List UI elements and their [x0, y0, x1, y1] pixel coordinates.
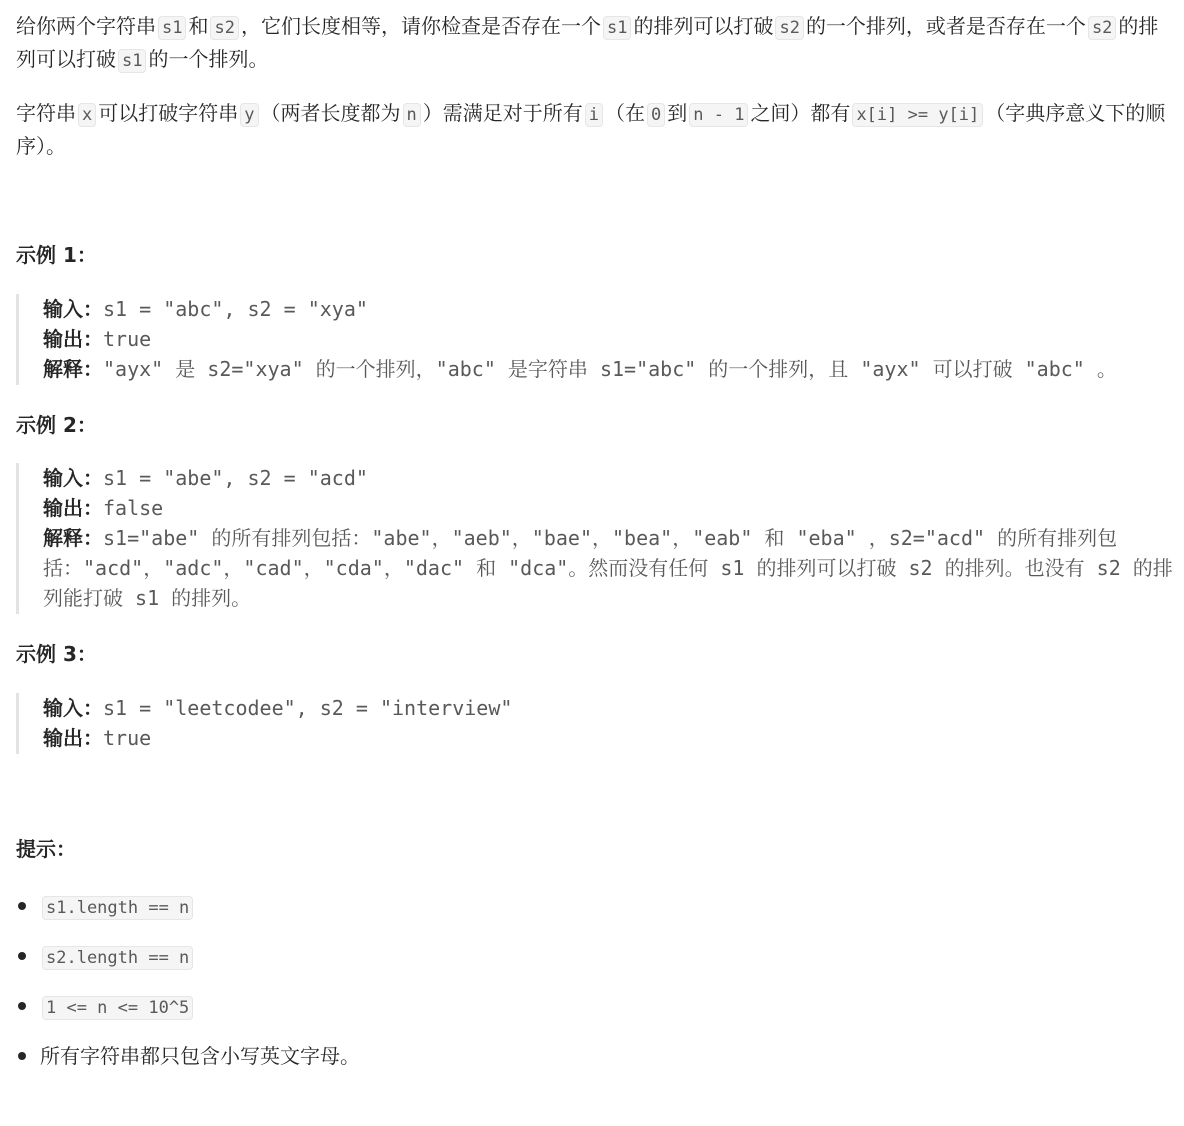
bullet-icon	[18, 902, 26, 910]
bullet-icon	[18, 1002, 26, 1010]
explain-label: 解释：	[43, 526, 103, 550]
output-label: 输出：	[43, 496, 103, 520]
explain-value: s1="abe" 的所有排列包括："abe"，"aeb"，"bae"，"bea"，"eab" 和 "eba" ，s2="acd" 的所有排列包括："acd"，"adc"，"cad"，"cda"，"dac" 和 "dca"。然而没有任何 s1 的排列可以打破 s2 的排列。也没有 s2 的排列能打破 s1 的排列。	[43, 526, 1173, 610]
example-1-block	[16, 294, 1176, 385]
example-1-heading: 示例 1：	[16, 243, 97, 267]
inline-code: y	[240, 103, 258, 127]
inline-code: x[i] >= y[i]	[852, 103, 983, 127]
explain-value: "ayx" 是 s2="xya" 的一个排列，"abc" 是字符串 s1="abc" 的一个排列，且 "ayx" 可以打破 "abc" 。	[103, 357, 1117, 381]
input-value: s1 = "leetcodee", s2 = "interview"	[103, 696, 513, 720]
hint-code: s1.length == n	[42, 896, 193, 920]
example-3-heading: 示例 3：	[16, 642, 97, 666]
output-label: 输出：	[43, 327, 103, 351]
definition-paragraph	[16, 98, 1166, 162]
output-value: true	[103, 726, 152, 750]
hint-item	[16, 1040, 360, 1090]
input-value: s1 = "abe", s2 = "acd"	[103, 466, 368, 490]
hints-heading: 提示：	[16, 837, 76, 861]
intro-text: 的一个排列。	[148, 47, 269, 71]
definition-text: 之间）都有	[750, 101, 851, 125]
example-input-row	[43, 693, 1176, 723]
input-value: s1 = "abc", s2 = "xya"	[103, 297, 368, 321]
inline-code: s1	[158, 16, 186, 40]
inline-code: n - 1	[689, 103, 748, 127]
output-value: false	[103, 496, 164, 520]
inline-code: s2	[1088, 16, 1116, 40]
example-output-row	[43, 324, 1176, 354]
definition-text: 到	[667, 101, 688, 125]
inline-code: n	[403, 103, 421, 127]
definition-text: 可以打破字符串	[98, 101, 239, 125]
inline-code: i	[585, 103, 603, 127]
example-2-block	[16, 463, 1176, 614]
example-2-heading: 示例 2：	[16, 413, 97, 437]
definition-text: （在	[605, 101, 645, 125]
hints-list	[16, 890, 360, 1090]
example-explain-row	[43, 523, 1176, 613]
hint-code: 1 <= n <= 10^5	[42, 996, 193, 1020]
definition-text: （字典序意义下的顺序）。	[16, 101, 1166, 158]
intro-text: 的排列可以打破	[633, 14, 774, 38]
hint-code: s2.length == n	[42, 946, 193, 970]
hint-item	[16, 890, 360, 940]
inline-code: x	[78, 103, 96, 127]
input-label: 输入：	[43, 466, 103, 490]
example-input-row	[43, 463, 1176, 493]
inline-code: 0	[647, 103, 665, 127]
example-output-row	[43, 723, 1176, 753]
definition-text: （两者长度都为	[260, 101, 401, 125]
intro-paragraph	[16, 11, 1166, 77]
bullet-icon	[18, 952, 26, 960]
output-value: true	[103, 327, 152, 351]
output-label: 输出：	[43, 726, 103, 750]
example-output-row	[43, 493, 1176, 523]
inline-code: s1	[118, 49, 146, 73]
intro-text: ，它们长度相等，请你检查是否存在一个	[240, 14, 601, 38]
inline-code: s2	[775, 16, 803, 40]
explain-label: 解释：	[43, 357, 103, 381]
hint-text: 所有字符串都只包含小写英文字母。	[40, 1044, 360, 1068]
example-input-row	[43, 294, 1176, 324]
intro-text: 和	[188, 14, 209, 38]
example-explain-row	[43, 354, 1176, 384]
input-label: 输入：	[43, 696, 103, 720]
intro-text: 的一个排列，或者是否存在一个	[805, 14, 1086, 38]
example-3-block	[16, 693, 1176, 754]
inline-code: s2	[210, 16, 238, 40]
intro-text: 的排列可以打破	[16, 14, 1159, 71]
input-label: 输入：	[43, 297, 103, 321]
hint-item	[16, 990, 360, 1040]
definition-text: 字符串	[16, 101, 76, 125]
inline-code: s1	[603, 16, 631, 40]
bullet-icon	[18, 1052, 26, 1060]
definition-text: ）需满足对于所有	[422, 101, 583, 125]
intro-text: 给你两个字符串	[16, 14, 156, 38]
hint-item	[16, 940, 360, 990]
